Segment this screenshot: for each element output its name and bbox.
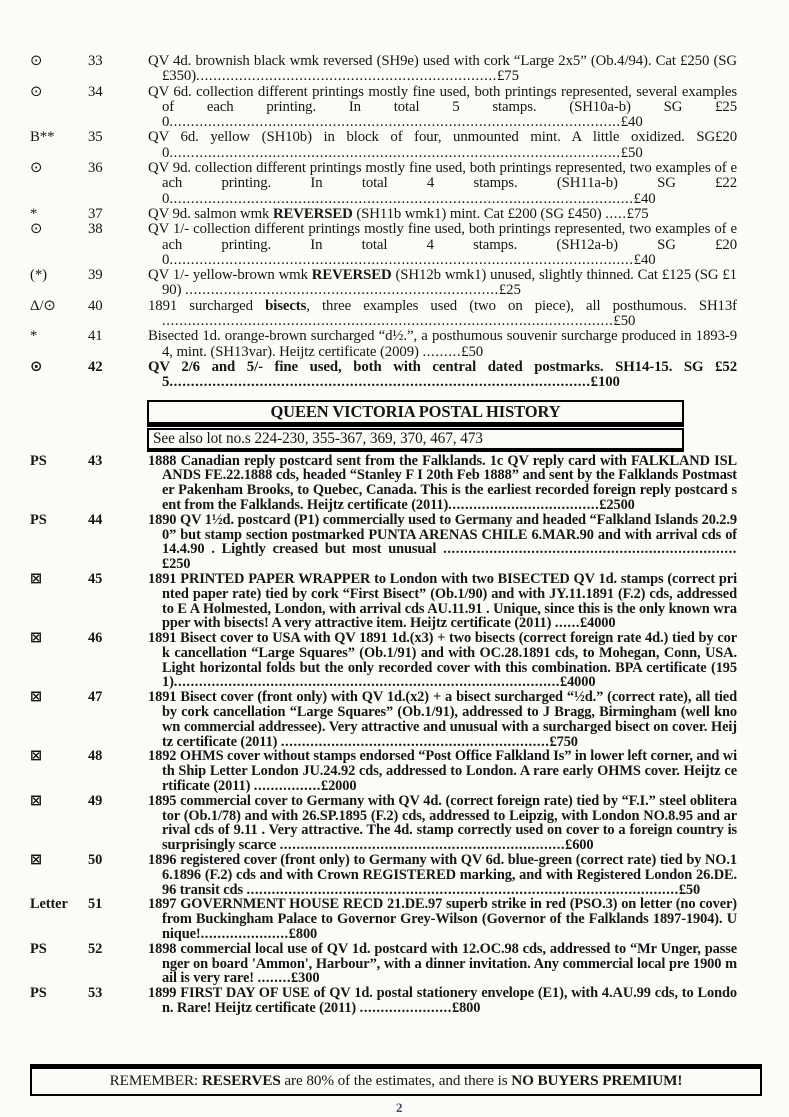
lot-row <box>0 130 789 161</box>
lot-symbol: ⊠ <box>30 570 42 587</box>
lot-number: 50 <box>88 852 103 869</box>
lot-text-segment: Bisected 1d. orange-brown surcharged “d½.”, a posthumous souvenir surcharge produced in 1893-94, mint. (SH13var). Heijtz certificate (2009) <box>148 328 737 360</box>
lot-text-segment: REVERSED <box>311 267 392 284</box>
leader-dots: .................................................................... <box>279 837 566 854</box>
lot-symbol: Letter <box>30 896 68 913</box>
lot-list-stamps <box>0 54 789 391</box>
lot-description <box>148 897 737 941</box>
lot-text-segment: 1892 OHMS cover without stamps endorsed “Post Office Falkland Is” in lower left corner, and with Ship Letter London JU.24.92 cds, addressed to London. A rare early OHMS cover. Heijtz certificate (2011) <box>148 748 737 795</box>
lot-symbol: ⊠ <box>30 689 42 706</box>
leader-dots: ............................................................................................................ <box>169 190 634 207</box>
lot-number: 39 <box>88 267 103 284</box>
lot-description <box>148 853 737 897</box>
lot-number: 44 <box>88 511 103 528</box>
lot-price: £100 <box>590 374 620 391</box>
leader-dots: ..... <box>605 205 627 222</box>
lot-symbol: ⊙ <box>30 83 43 100</box>
lot-text-segment: QV 6d. yellow (SH10b) in block of four, unmounted mint. A little oxidized. SG£200 <box>148 129 737 161</box>
footer-text-segment: NO BUYERS PREMIUM! <box>511 1072 683 1089</box>
lot-number: 41 <box>88 328 103 345</box>
lot-row <box>0 329 789 360</box>
lot-row <box>0 299 789 330</box>
lot-price: £75 <box>496 68 519 85</box>
lot-text-segment: 1890 QV 1½d. postcard (P1) commercially used to Germany and headed “Falkland Islands 20.2.90” but stamp section postmarked PUNTA ARENAS CHILE 6.MAR.90 and with arrival cds of 14.4.90 . Lightly creased but most unusual <box>148 511 737 558</box>
lot-description <box>148 222 737 268</box>
leader-dots: .................................... <box>448 496 600 513</box>
lot-number: 36 <box>88 160 103 177</box>
lot-text-segment: 1896 registered cover (front only) to Germany with QV 6d. blue-green (correct rate) tied by NO.16.1896 (F.2) cds and with Crown REGISTERED marking, and with Registered London 26.DE.96 transit cds <box>148 852 737 898</box>
lot-row <box>0 513 789 572</box>
lot-description <box>148 749 737 793</box>
lot-price: £40 <box>620 114 643 131</box>
lot-row <box>0 268 789 299</box>
lot-row <box>0 360 789 391</box>
leader-dots: ................................................................ <box>280 733 550 750</box>
lot-description <box>148 130 737 161</box>
lot-text-segment: 1891 surcharged <box>148 297 266 314</box>
lot-description <box>148 513 737 572</box>
leader-dots: ......................................................................................................... <box>162 313 614 330</box>
lot-text-segment: bisects <box>265 297 307 314</box>
leader-dots: ........ <box>257 970 292 987</box>
lot-row <box>0 690 789 749</box>
lot-symbol: ⊙ <box>30 160 43 177</box>
lot-description <box>148 268 737 299</box>
lot-number: 35 <box>88 129 103 146</box>
leader-dots: ..................... <box>200 926 289 943</box>
leader-dots: ............................................................................................................ <box>169 251 634 268</box>
lot-number: 34 <box>88 83 103 100</box>
lot-price: £2500 <box>599 496 635 513</box>
lot-price: £750 <box>549 733 578 750</box>
lot-number: 49 <box>88 792 103 809</box>
lot-row <box>0 85 789 131</box>
lot-symbol: ⊠ <box>30 852 42 869</box>
lot-text-segment: 1898 commercial local use of QV 1d. postcard with 12.OC.98 cds, addressed to “Mr Unger, passenger on board 'Ammon', Harbour”, with a dinner invitation. Any commercial local pre 1900 mail is very rare! <box>148 940 737 987</box>
footer-text-segment: RESERVES <box>201 1072 281 1089</box>
lot-description <box>148 942 737 986</box>
section-title-box <box>147 400 684 427</box>
lot-text-segment: (SH11b wmk1) mint. Cat £200 (SG £450) <box>352 205 606 222</box>
lot-description <box>148 329 737 360</box>
lot-list-postal-history <box>0 454 789 1016</box>
lot-number: 40 <box>88 297 103 314</box>
lot-description <box>148 454 737 513</box>
lot-description <box>148 299 737 330</box>
lot-price: £2000 <box>320 778 357 795</box>
lot-number: 45 <box>88 570 103 587</box>
lot-number: 33 <box>88 53 103 69</box>
lot-description <box>148 360 737 391</box>
lot-text-segment: 1897 GOVERNMENT HOUSE RECD 21.DE.97 superb strike in red (PSO.3) on letter (no cover) from Buckingham Palace to Governor Grey-Wilson (Governor of the Falklands 1897-1904). Unique! <box>148 896 737 943</box>
section-header <box>147 400 684 452</box>
lot-number: 38 <box>88 221 103 238</box>
lot-description <box>148 794 737 853</box>
lot-number: 42 <box>88 358 103 375</box>
lot-text-segment: 1891 Bisect cover to USA with QV 1891 1d.(x3) + two bisects (correct foreign rate 4d.) tied by cork cancellation “Large Squares” (Ob.1/91) and with OC.28.1891 cds, to Mohegan, Conn, USA. Light horizontal folds but the only recorded cover with this combination. BPA certificate (1951) <box>148 630 737 691</box>
lot-description <box>148 161 737 207</box>
lot-price: £40 <box>633 251 656 268</box>
lot-symbol: * <box>30 328 38 345</box>
lot-description <box>148 207 737 222</box>
lot-row <box>0 454 789 513</box>
lot-row <box>0 897 789 941</box>
lot-row <box>0 54 789 85</box>
see-also-note: See also lot no.s 224-230, 355-367, 369, 370, 467, 473 <box>153 429 483 447</box>
lot-price: £4000 <box>559 674 596 691</box>
lot-number: 51 <box>88 896 103 913</box>
lot-text-segment: (SH12b wmk1) unused, slightly thinned. Cat £125 (SG £190) <box>162 267 737 299</box>
leader-dots: ................ <box>253 778 321 795</box>
lot-text-segment: 1895 commercial cover to Germany with QV 4d. (correct foreign rate) tied by “F.I.” steel obliterator (Ob.1/78) and with 26.SP.1895 (F.2) cds, addressed to Leipzig, with London NO.8.95 and arrival cds of 9.11 . Very attractive. The 4d. stamp correctly used on cover to a foreign country is surprisingly scarce <box>148 792 737 854</box>
lot-symbol: PS <box>30 452 47 469</box>
lot-number: 47 <box>88 689 103 706</box>
lot-row <box>0 161 789 207</box>
lot-description <box>148 690 737 749</box>
lot-price: £800 <box>451 1000 481 1017</box>
lot-text-segment: QV 9d. salmon wmk <box>148 205 273 222</box>
lot-symbol: ⊠ <box>30 748 42 765</box>
lot-symbol: (*) <box>30 267 47 284</box>
lot-symbol: PS <box>30 940 47 957</box>
lot-number: 43 <box>88 452 103 469</box>
lot-text-segment: REVERSED <box>272 205 353 222</box>
lot-text-segment: QV 9d. collection different printings mostly fine used, both printings represented, two examples of each printing. In total 4 stamps. (SH11a-b) SG £220 <box>148 160 737 207</box>
lot-symbol: * <box>30 205 38 222</box>
lot-row <box>0 749 789 793</box>
lot-text-segment: QV 2/6 and 5/- fine used, both with central dated postmarks. SH14-15. SG £525 <box>148 358 737 391</box>
lot-symbol: ⊠ <box>30 792 42 809</box>
lot-price: £300 <box>291 970 320 987</box>
lot-row <box>0 222 789 268</box>
lot-price: £4000 <box>580 615 616 632</box>
lot-price: £600 <box>565 837 594 854</box>
lot-description <box>148 54 737 85</box>
leader-dots: ...................................................................... <box>443 541 737 558</box>
leader-dots: ....................................................................................................... <box>246 881 679 898</box>
leader-dots: ............................................................................................ <box>173 674 560 691</box>
lot-price: £50 <box>461 343 484 360</box>
section-title: QUEEN VICTORIA POSTAL HISTORY <box>270 401 561 421</box>
lot-text-segment: , three examples used (two on piece), all posthumous. SH13f <box>306 297 737 314</box>
lot-description <box>148 631 737 690</box>
lot-row <box>0 207 789 222</box>
leader-dots: ...... <box>554 615 581 632</box>
lot-row <box>0 572 789 631</box>
lot-row <box>0 794 789 853</box>
lot-text-segment: QV 6d. collection different printings mostly fine used, both printings represented, several examples of each printing. In total 5 stamps. (SH10a-b) SG £250 <box>148 83 737 131</box>
lot-symbol: B** <box>30 129 55 146</box>
lot-row <box>0 942 789 986</box>
lot-symbol: ⊙ <box>30 221 43 238</box>
lot-text-segment: 1891 Bisect cover (front only) with QV 1d.(x2) + a bisect surcharged “½d.” (correct rate), all tied by cork cancellation “Large Squares” (Ob.1/91), addressed to J Bragg, Birmingham (well known commercial addressee). Very attractive and unusual with a surcharged bisect on cover. Heijtz certificate (2011) <box>148 689 737 750</box>
lot-description <box>148 572 737 631</box>
lot-price: £250 <box>162 556 191 573</box>
lot-text-segment: 1888 Canadian reply postcard sent from the Falklands. 1c QV reply card with FALKLAND ISLANDS FE.22.1888 cds, headed “Stanley F I 20th Feb 1888” and sent by the Falklands Postmaster Pakenham Brooks, to Quebec, Canada. This is the earliest recorded foreign reply postcard sent from the Falklands. Heijtz certificate (2011) <box>148 452 737 513</box>
lot-symbol: ⊠ <box>30 630 42 647</box>
page-number: 2 <box>396 1100 403 1113</box>
lot-symbol: ⊙ <box>30 53 43 69</box>
footer-text-segment: REMEMBER: <box>109 1072 202 1089</box>
lot-number: 37 <box>88 205 103 222</box>
lot-price: £50 <box>678 881 701 898</box>
see-also-box <box>147 428 684 452</box>
lot-text-segment: QV 1/- collection different printings mostly fine used, both printings represented, two examples of each printing. In total 4 stamps. (SH12a-b) SG £200 <box>148 221 737 268</box>
lot-price: £800 <box>288 926 318 943</box>
leader-dots: ......................................................................... <box>185 282 499 299</box>
lot-price: £40 <box>633 190 656 207</box>
lot-row <box>0 631 789 690</box>
lot-symbol: ⊙ <box>30 358 43 375</box>
lot-row <box>0 853 789 897</box>
lot-symbol: Δ/⊙ <box>30 297 56 314</box>
lot-text-segment: QV 4d. brownish black wmk reversed (SH9e) used with cork “Large 2x5” (Ob.4/94). Cat £250 (SG £350) <box>148 53 737 85</box>
lot-text-segment: 1899 FIRST DAY OF USE of QV 1d. postal stationery envelope (E1), with 4.AU.99 cds, to London. Rare! Heijtz certificate (2011) <box>148 985 737 1017</box>
leader-dots: ......... <box>422 343 462 360</box>
lot-description <box>148 986 737 1016</box>
lot-price: £50 <box>613 313 636 330</box>
lot-number: 52 <box>88 940 103 957</box>
footer-text-segment: are 80% of the estimates, and there is <box>280 1072 512 1089</box>
leader-dots: ......................................................................................................... <box>169 114 621 131</box>
lot-text-segment: QV 1/- yellow-brown wmk <box>148 267 312 284</box>
leader-dots: ...................................................................... <box>196 68 497 85</box>
lot-price: £75 <box>626 205 649 222</box>
lot-symbol: PS <box>30 985 47 1002</box>
lot-row <box>0 986 789 1016</box>
leader-dots: ......................................................................................................... <box>169 144 621 161</box>
lot-number: 48 <box>88 748 103 765</box>
lot-description <box>148 85 737 131</box>
lot-number: 46 <box>88 630 103 647</box>
lot-number: 53 <box>88 985 103 1002</box>
footer-notice <box>30 1064 762 1096</box>
leader-dots: ...................... <box>359 1000 452 1017</box>
leader-dots: .................................................................................................. <box>169 374 591 391</box>
lot-price: £25 <box>498 282 521 299</box>
lot-text-segment: 1891 PRINTED PAPER WRAPPER to London with two BISECTED QV 1d. stamps (correct printed paper rate) tied by cork “First Bisect” (Ob.1/90) and with JY.11.1891 (F.2) cds, addressed to E A Holmested, London, with arrival cds AU.11.91 . Unique, since this is the only known wrapper with bisects! A very attractive item. Heijtz certificate (2011) <box>148 570 737 632</box>
lot-price: £50 <box>620 144 643 161</box>
lot-symbol: PS <box>30 511 47 528</box>
